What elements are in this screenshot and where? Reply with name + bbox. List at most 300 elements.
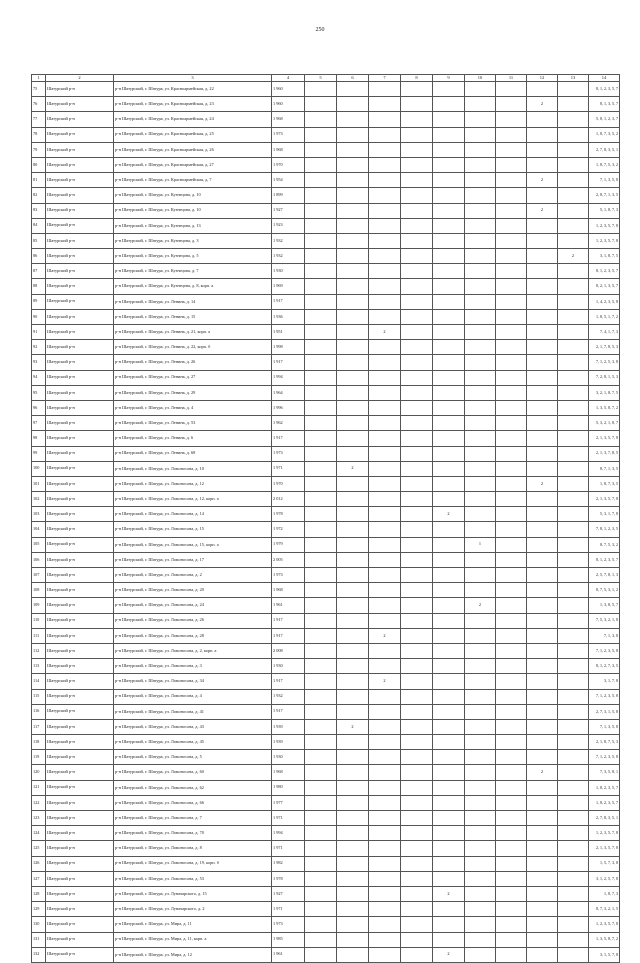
empty-cell — [305, 826, 337, 841]
value-cell: 2 — [527, 97, 558, 112]
district-cell: Шатурский р-н — [46, 598, 114, 613]
value-cell — [527, 643, 558, 658]
value-cell — [527, 507, 558, 522]
district-cell: Шатурский р-н — [46, 355, 114, 370]
address-cell: р-н Шатурский, г. Шатура, ул. Кузнецова, д. 10 — [114, 203, 272, 218]
empty-cell — [305, 765, 337, 780]
district-cell: Шатурский р-н — [46, 537, 114, 552]
empty-cell — [305, 856, 337, 871]
year-cell: 1 968 — [272, 765, 305, 780]
value-cell — [337, 249, 369, 264]
empty-cell — [496, 431, 527, 446]
row-number: 104 — [32, 522, 46, 537]
empty-cell — [401, 173, 433, 188]
table-row — [32, 416, 620, 431]
year-cell: 1 973 — [272, 568, 305, 583]
value-cell — [558, 82, 589, 97]
row-number: 131 — [32, 932, 46, 947]
empty-cell — [401, 719, 433, 734]
address-cell: р-н Шатурский, г. Шатура, ул. Ломоносова, д. 62 — [114, 780, 272, 795]
value-cell — [465, 886, 496, 901]
value-cell: 2 — [433, 886, 465, 901]
column-header: 13 — [558, 75, 589, 82]
empty-cell — [401, 370, 433, 385]
address-cell: р-н Шатурский, г. Шатура, ул. Ломоносова, д. 53 — [114, 871, 272, 886]
value-cell — [558, 142, 589, 157]
value-cell — [433, 355, 465, 370]
value-cell — [337, 264, 369, 279]
address-cell: р-н Шатурский, г. Шатура, ул. Ломоносова, д. 2 — [114, 568, 272, 583]
table-row — [32, 127, 620, 142]
table-row — [32, 659, 620, 674]
value-cell — [465, 218, 496, 233]
row-number: 97 — [32, 416, 46, 431]
address-cell: р-н Шатурский, г. Шатура, ул. Ломоносова, д. 60 — [114, 765, 272, 780]
value-cell — [527, 325, 558, 340]
address-cell: р-н Шатурский, г. Шатура, ул. Ломоносова, д. 43 — [114, 719, 272, 734]
empty-cell — [496, 795, 527, 810]
code-cell: 2, 5, 7, 8, 1, 3 — [589, 568, 620, 583]
value-cell — [369, 871, 401, 886]
value-cell — [527, 704, 558, 719]
value-cell — [465, 780, 496, 795]
value-cell — [337, 142, 369, 157]
table-row — [32, 522, 620, 537]
year-cell: 1 917 — [272, 628, 305, 643]
empty-cell — [305, 476, 337, 491]
table-row — [32, 826, 620, 841]
empty-cell — [401, 826, 433, 841]
empty-cell — [496, 750, 527, 765]
address-cell: р-н Шатурский, г. Шатура, ул. Ленина, д. 15 — [114, 309, 272, 324]
value-cell — [527, 294, 558, 309]
code-cell: 2, 7, 3, 1, 5, 8 — [589, 704, 620, 719]
value-cell — [465, 97, 496, 112]
table-row — [32, 325, 620, 340]
district-cell: Шатурский р-н — [46, 871, 114, 886]
row-number: 120 — [32, 765, 46, 780]
row-number: 112 — [32, 643, 46, 658]
row-number: 103 — [32, 507, 46, 522]
year-cell: 1 939 — [272, 735, 305, 750]
address-cell: р-н Шатурский, г. Шатура, ул. Ломоносова, д. 3 — [114, 659, 272, 674]
empty-cell — [401, 461, 433, 476]
value-cell — [433, 249, 465, 264]
value-cell — [527, 142, 558, 157]
value-cell — [337, 355, 369, 370]
value-cell — [527, 932, 558, 947]
address-cell: р-н Шатурский, г. Шатура, ул. Кузнецова, д. 3 — [114, 233, 272, 248]
value-cell — [527, 446, 558, 461]
value-cell — [465, 689, 496, 704]
empty-cell — [401, 886, 433, 901]
value-cell — [337, 173, 369, 188]
value-cell — [433, 628, 465, 643]
empty-cell — [496, 583, 527, 598]
value-cell — [465, 643, 496, 658]
empty-cell — [305, 233, 337, 248]
empty-cell — [305, 886, 337, 901]
value-cell: 2 — [369, 325, 401, 340]
year-cell: 1 932 — [272, 249, 305, 264]
value-cell — [558, 841, 589, 856]
district-cell: Шатурский р-н — [46, 795, 114, 810]
value-cell — [527, 537, 558, 552]
row-number: 90 — [32, 309, 46, 324]
code-cell: 1, 3, 8, 5, 7 — [589, 598, 620, 613]
value-cell — [527, 431, 558, 446]
empty-cell — [496, 902, 527, 917]
empty-cell — [401, 476, 433, 491]
empty-cell — [305, 522, 337, 537]
table-row — [32, 112, 620, 127]
value-cell — [433, 659, 465, 674]
value-cell — [369, 127, 401, 142]
empty-cell — [305, 264, 337, 279]
address-cell: р-н Шатурский, г. Шатура, ул. Ломоносова, д. 12, корп. а — [114, 492, 272, 507]
value-cell — [433, 400, 465, 415]
year-cell: 1 968 — [272, 112, 305, 127]
value-cell — [465, 659, 496, 674]
value-cell — [465, 583, 496, 598]
district-cell: Шатурский р-н — [46, 233, 114, 248]
address-cell: р-н Шатурский, г. Шатура, ул. Красноармейская, д. 23 — [114, 97, 272, 112]
empty-cell — [496, 355, 527, 370]
year-cell: 1 979 — [272, 537, 305, 552]
value-cell — [527, 400, 558, 415]
table-row — [32, 461, 620, 476]
year-cell: 1 971 — [272, 811, 305, 826]
empty-cell — [496, 628, 527, 643]
empty-cell — [496, 811, 527, 826]
empty-cell — [305, 431, 337, 446]
empty-cell — [305, 659, 337, 674]
value-cell — [369, 507, 401, 522]
district-cell: Шатурский р-н — [46, 112, 114, 127]
empty-cell — [496, 309, 527, 324]
empty-cell — [305, 735, 337, 750]
table-row — [32, 750, 620, 765]
district-cell: Шатурский р-н — [46, 765, 114, 780]
empty-cell — [496, 659, 527, 674]
value-cell — [337, 233, 369, 248]
code-cell: 1, 8, 7, 3, 5 — [589, 476, 620, 491]
value-cell — [527, 279, 558, 294]
value-cell — [369, 249, 401, 264]
address-cell: р-н Шатурский, г. Шатура, ул. Ломоносова, д. 15, корп. а — [114, 537, 272, 552]
value-cell — [465, 264, 496, 279]
empty-cell — [305, 552, 337, 567]
table-row — [32, 932, 620, 947]
empty-cell — [496, 340, 527, 355]
value-cell — [558, 628, 589, 643]
value-cell — [527, 416, 558, 431]
address-cell: р-н Шатурский, г. Шатура, ул. Кузнецова, д. 10 — [114, 188, 272, 203]
address-cell: р-н Шатурский, г. Шатура, ул. Ломоносова, д. 5 — [114, 750, 272, 765]
empty-cell — [401, 279, 433, 294]
value-cell — [527, 157, 558, 172]
empty-cell — [305, 947, 337, 962]
value-cell — [465, 233, 496, 248]
year-cell: 1 971 — [272, 902, 305, 917]
district-cell: Шатурский р-н — [46, 917, 114, 932]
address-cell: р-н Шатурский, г. Шатура, ул. Ломоносова, д. 26 — [114, 613, 272, 628]
row-number: 99 — [32, 446, 46, 461]
value-cell — [433, 492, 465, 507]
value-cell — [433, 112, 465, 127]
district-cell: Шатурский р-н — [46, 704, 114, 719]
value-cell — [369, 188, 401, 203]
column-header: 1 — [32, 75, 46, 82]
year-cell: 1 917 — [272, 294, 305, 309]
value-cell — [433, 689, 465, 704]
year-cell: 1 980 — [272, 780, 305, 795]
column-header: 6 — [337, 75, 369, 82]
value-cell — [527, 826, 558, 841]
code-cell: 8, 7, 1, 3, 5 — [589, 461, 620, 476]
empty-cell — [401, 735, 433, 750]
value-cell — [527, 917, 558, 932]
value-cell — [527, 871, 558, 886]
empty-cell — [496, 279, 527, 294]
empty-cell — [305, 537, 337, 552]
value-cell — [337, 476, 369, 491]
address-cell: р-н Шатурский, г. Шатура, ул. Ломоносова, д. 20 — [114, 583, 272, 598]
empty-cell — [401, 233, 433, 248]
value-cell — [558, 233, 589, 248]
code-cell: 7, 8, 1, 2, 3, 5 — [589, 522, 620, 537]
value-cell — [433, 780, 465, 795]
value-cell — [337, 613, 369, 628]
code-cell: 1, 5, 7, 3, 8 — [589, 856, 620, 871]
code-cell: 2, 7, 8, 3, 5, 1 — [589, 142, 620, 157]
value-cell — [369, 476, 401, 491]
row-number: 89 — [32, 294, 46, 309]
value-cell — [433, 811, 465, 826]
value-cell — [558, 431, 589, 446]
empty-cell — [305, 370, 337, 385]
value-cell — [369, 932, 401, 947]
code-cell: 3, 1, 8, 7, 5 — [589, 249, 620, 264]
empty-cell — [401, 811, 433, 826]
value-cell — [465, 340, 496, 355]
code-cell: 8, 1, 2, 3, 5, 7 — [589, 82, 620, 97]
value-cell — [433, 218, 465, 233]
value-cell — [527, 719, 558, 734]
empty-cell — [305, 157, 337, 172]
district-cell: Шатурский р-н — [46, 689, 114, 704]
value-cell — [527, 127, 558, 142]
row-number: 109 — [32, 598, 46, 613]
row-number: 106 — [32, 552, 46, 567]
value-cell — [369, 340, 401, 355]
empty-cell — [401, 492, 433, 507]
value-cell — [369, 446, 401, 461]
empty-cell — [305, 689, 337, 704]
empty-cell — [305, 917, 337, 932]
value-cell — [527, 568, 558, 583]
value-cell — [337, 82, 369, 97]
table-row — [32, 643, 620, 658]
empty-cell — [305, 568, 337, 583]
district-cell: Шатурский р-н — [46, 659, 114, 674]
address-cell: р-н Шатурский, г. Шатура, ул. Красноармейская, д. 25 — [114, 127, 272, 142]
address-cell: р-н Шатурский, г. Шатура, ул. Ленина, д. 29 — [114, 385, 272, 400]
district-cell: Шатурский р-н — [46, 385, 114, 400]
value-cell — [465, 841, 496, 856]
empty-cell — [305, 461, 337, 476]
empty-cell — [305, 325, 337, 340]
value-cell — [433, 826, 465, 841]
empty-cell — [305, 309, 337, 324]
year-cell: 2 008 — [272, 643, 305, 658]
code-cell: 7, 1, 2, 3, 5, 8 — [589, 750, 620, 765]
row-number: 81 — [32, 173, 46, 188]
value-cell — [337, 583, 369, 598]
year-cell: 1 960 — [272, 97, 305, 112]
row-number: 123 — [32, 811, 46, 826]
value-cell — [369, 811, 401, 826]
row-number: 127 — [32, 871, 46, 886]
value-cell — [433, 841, 465, 856]
empty-cell — [305, 127, 337, 142]
empty-cell — [305, 583, 337, 598]
value-cell — [527, 82, 558, 97]
district-cell: Шатурский р-н — [46, 947, 114, 962]
value-cell — [369, 218, 401, 233]
value-cell — [465, 628, 496, 643]
year-cell: 1 973 — [272, 127, 305, 142]
value-cell — [465, 461, 496, 476]
code-cell: 1, 8, 7, 3 — [589, 886, 620, 901]
empty-cell — [305, 841, 337, 856]
district-cell: Шатурский р-н — [46, 157, 114, 172]
empty-cell — [496, 735, 527, 750]
empty-cell — [496, 203, 527, 218]
value-cell — [337, 325, 369, 340]
column-header: 10 — [465, 75, 496, 82]
value-cell — [465, 735, 496, 750]
row-number: 101 — [32, 476, 46, 491]
value-cell — [465, 932, 496, 947]
year-cell: 1 927 — [272, 203, 305, 218]
value-cell: 1 — [465, 537, 496, 552]
address-cell: р-н Шатурский, г. Шатура, ул. Ленина, д. 27 — [114, 370, 272, 385]
value-cell — [465, 446, 496, 461]
table-row — [32, 203, 620, 218]
value-cell — [369, 568, 401, 583]
empty-cell — [496, 719, 527, 734]
empty-cell — [305, 704, 337, 719]
year-cell: 1 964 — [272, 385, 305, 400]
empty-cell — [305, 400, 337, 415]
district-cell: Шатурский р-н — [46, 826, 114, 841]
value-cell — [527, 856, 558, 871]
column-header: 12 — [527, 75, 558, 82]
year-cell: 1 927 — [272, 886, 305, 901]
value-cell — [558, 97, 589, 112]
value-cell — [433, 598, 465, 613]
table-row — [32, 370, 620, 385]
value-cell — [433, 127, 465, 142]
value-cell — [369, 355, 401, 370]
value-cell — [369, 598, 401, 613]
value-cell — [369, 431, 401, 446]
address-cell: р-н Шатурский, г. Шатура, ул. Красноармейская, д. 24 — [114, 112, 272, 127]
year-cell: 1 968 — [272, 583, 305, 598]
value-cell: 2 — [527, 173, 558, 188]
value-cell — [527, 112, 558, 127]
code-cell: 2, 1, 8, 7, 5, 3 — [589, 735, 620, 750]
value-cell — [558, 492, 589, 507]
register-table — [31, 74, 620, 963]
value-cell — [337, 704, 369, 719]
empty-cell — [401, 750, 433, 765]
value-cell — [337, 522, 369, 537]
empty-cell — [305, 628, 337, 643]
value-cell — [337, 203, 369, 218]
value-cell — [337, 385, 369, 400]
value-cell — [369, 203, 401, 218]
code-cell: 7, 1, 3, 8 — [589, 628, 620, 643]
code-cell: 1, 2, 3, 5, 7, 8 — [589, 917, 620, 932]
address-cell: р-н Шатурский, г. Шатура, ул. Кузнецова, д. 8, корп. а — [114, 279, 272, 294]
empty-cell — [401, 947, 433, 962]
row-number: 107 — [32, 568, 46, 583]
value-cell — [337, 659, 369, 674]
empty-cell — [305, 446, 337, 461]
value-cell — [433, 188, 465, 203]
empty-cell — [305, 902, 337, 917]
empty-cell — [305, 218, 337, 233]
empty-cell — [401, 249, 433, 264]
value-cell — [337, 795, 369, 810]
district-cell: Шатурский р-н — [46, 279, 114, 294]
value-cell — [369, 294, 401, 309]
address-cell: р-н Шатурский, г. Шатура, ул. Ломоносова, д. 41 — [114, 704, 272, 719]
value-cell — [433, 704, 465, 719]
empty-cell — [496, 264, 527, 279]
value-cell — [433, 765, 465, 780]
address-cell: р-н Шатурский, г. Шатура, ул. Мира, д. 12 — [114, 947, 272, 962]
value-cell: 2 — [527, 203, 558, 218]
table-row — [32, 492, 620, 507]
value-cell — [369, 765, 401, 780]
table-row — [32, 583, 620, 598]
table-row — [32, 780, 620, 795]
empty-cell — [496, 173, 527, 188]
value-cell — [558, 537, 589, 552]
value-cell — [527, 233, 558, 248]
address-cell: р-н Шатурский, г. Шатура, ул. Ленина, д. 21, корп. а — [114, 325, 272, 340]
year-cell: 1 961 — [272, 947, 305, 962]
empty-cell — [496, 218, 527, 233]
value-cell — [337, 568, 369, 583]
value-cell — [558, 522, 589, 537]
empty-cell — [496, 643, 527, 658]
empty-cell — [305, 188, 337, 203]
district-cell: Шатурский р-н — [46, 142, 114, 157]
empty-cell — [496, 325, 527, 340]
table-row — [32, 309, 620, 324]
value-cell — [465, 856, 496, 871]
empty-cell — [401, 613, 433, 628]
empty-cell — [496, 142, 527, 157]
row-number: 126 — [32, 856, 46, 871]
column-header: 2 — [46, 75, 114, 82]
table-row — [32, 476, 620, 491]
address-cell: р-н Шатурский, г. Шатура, ул. Красноармейская, д. 27 — [114, 157, 272, 172]
